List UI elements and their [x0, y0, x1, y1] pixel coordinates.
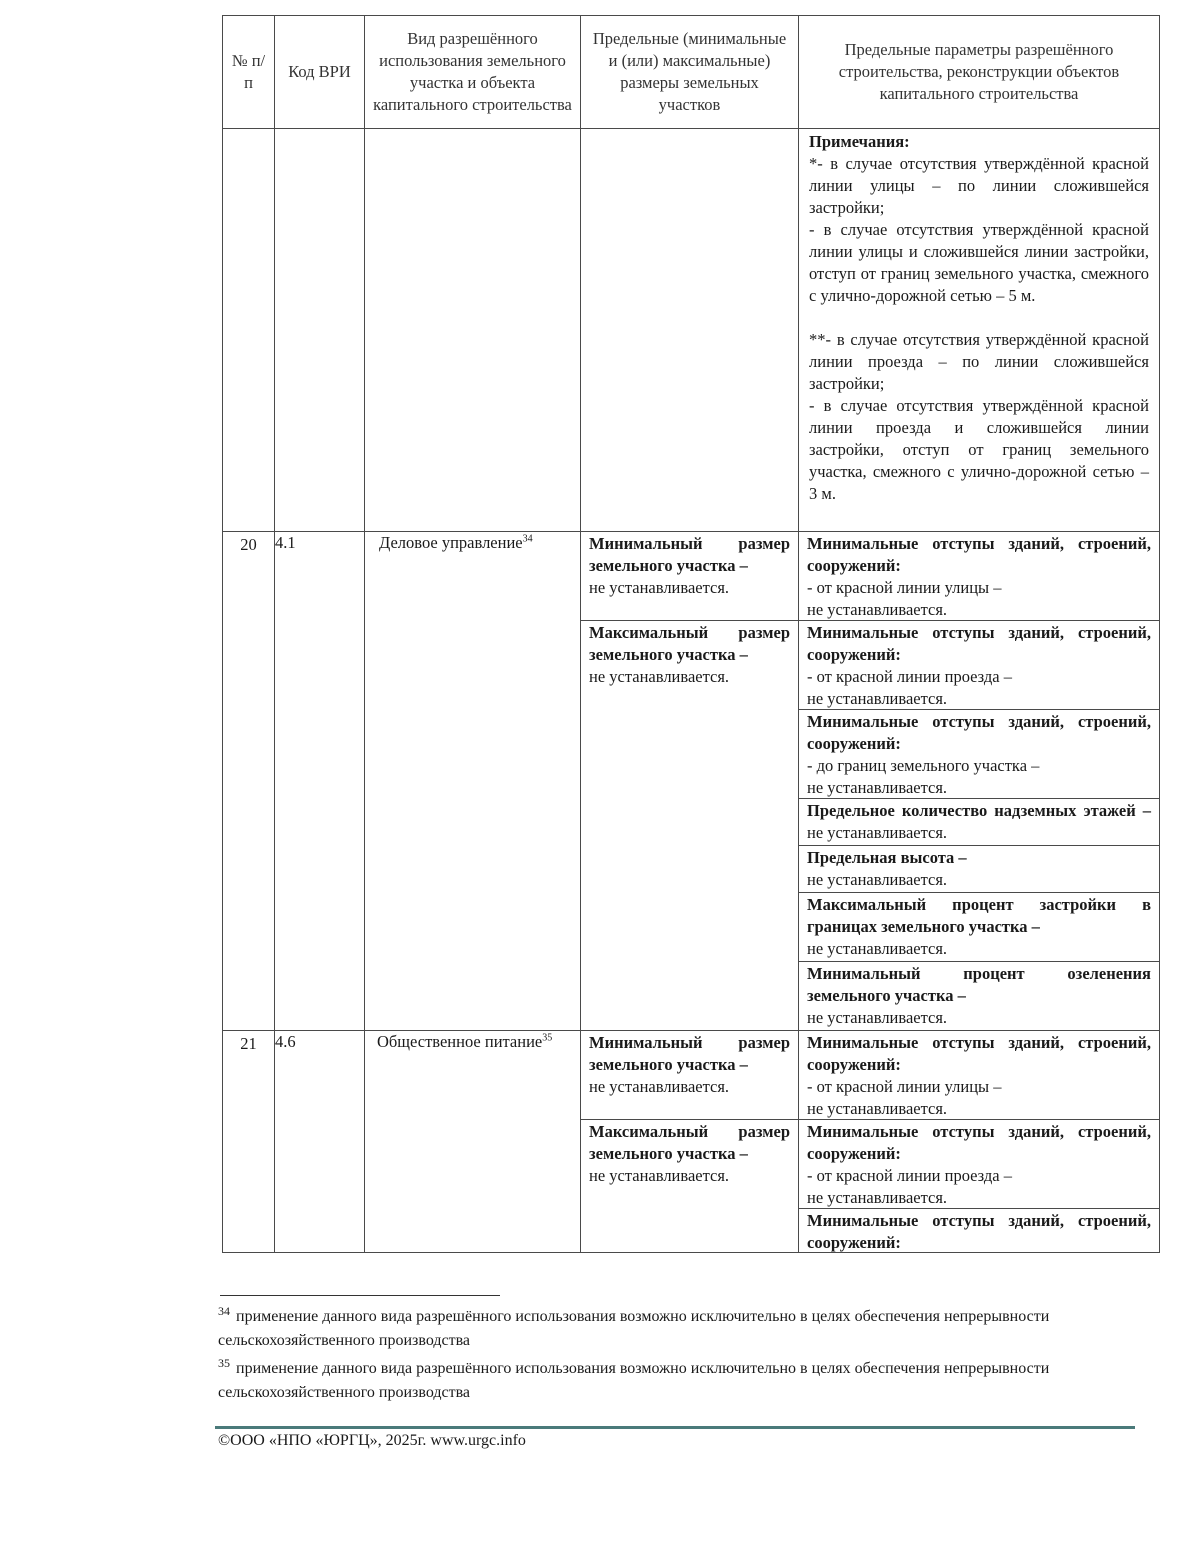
param-build-percent: Максимальный процент застройки в границах земельного участка – не устанавливается.	[799, 893, 1159, 962]
footer-rule	[215, 1426, 1135, 1429]
min-plot-size: Минимальный размер земельного участка – не устанавливается.	[581, 1031, 798, 1120]
note-4: - в случае отсутствия утверждённой красной линии проезда и сложившейся линии застройки, отступ от границ земельного участка, смежного с улично-дорожной сетью – 3 м.	[809, 396, 1149, 503]
max-plot-size: Максимальный размер земельного участка – не устанавливается.	[589, 623, 790, 686]
footnote-ref: 34	[522, 533, 533, 545]
notes-title: Примечания:	[809, 132, 910, 151]
row-code: 4.6	[275, 1031, 365, 1253]
note-2: - в случае отсутствия утверждённой красной линии улицы и сложившейся линии застройки, отступ от границ земельного участка, смежного с улично-дорожной сетью – 5 м.	[809, 220, 1149, 305]
table-row-20	[223, 532, 1160, 1031]
header-code: Код ВРИ	[275, 16, 365, 129]
note-3: **- в случае отсутствия утверждённой красной линии проезда – по линии сложившейся застройки;	[809, 330, 1149, 393]
note-1: *- в случае отсутствия утверждённой красной линии улицы – по линии сложившейся застройки;	[809, 154, 1149, 217]
header-use-type: Вид разрешённого использования земельного участка и объекта капитального строительства	[365, 16, 581, 129]
table-row-notes	[223, 129, 1160, 532]
plot-sizes-cell	[581, 1031, 799, 1253]
construction-params-cell	[799, 532, 1160, 1031]
min-plot-size: Минимальный размер земельного участка – не устанавливается.	[581, 532, 798, 621]
param-setback-street: Минимальные отступы зданий, строений, сооружений: - от красной линии улицы – не устанавливается.	[799, 1031, 1159, 1120]
param-height: Предельная высота – не устанавливается.	[799, 846, 1159, 893]
row-code: 4.1	[275, 532, 365, 1031]
use-name-text: Общественное питание	[377, 1032, 543, 1051]
notes-cell	[799, 129, 1160, 532]
construction-params-cell	[799, 1031, 1160, 1253]
param-setback-boundary: Минимальные отступы зданий, строений, сооружений: - до границ земельного участка – не устанавливается.	[799, 710, 1159, 799]
footnotes	[218, 1305, 1118, 1409]
row-number: 21	[223, 1031, 275, 1253]
footer-copyright: ©ООО «НПО «ЮРГЦ», 2025г. www.urgc.info	[218, 1432, 526, 1449]
footnote-separator	[220, 1295, 500, 1296]
footnote-34: $^{34}$ применение данного вида разрешённого использования возможно исключительно в целях обеспечения непрерывности сельскохозяйственного производства	[218, 1303, 1050, 1349]
max-plot-size: Максимальный размер земельного участка – не устанавливается.	[589, 1122, 790, 1185]
param-floors: Предельное количество надземных этажей – не устанавливается.	[799, 799, 1159, 846]
header-plot-sizes: Предельные (минимальные и (или) максимальные) размеры земельных участков	[581, 16, 799, 129]
table-row-21	[223, 1031, 1160, 1253]
use-name-text: Деловое управление	[379, 533, 523, 552]
param-green-percent: Минимальный процент озеленения земельного участка – не устанавливается.	[807, 964, 1151, 1027]
footnote-ref: 35	[542, 1032, 553, 1044]
footnote-35: $^{35}$ применение данного вида разрешённого использования возможно исключительно в целях обеспечения непрерывности сельскохозяйственного производства	[218, 1355, 1050, 1401]
table-header-row	[223, 16, 1160, 129]
header-construction-params: Предельные параметры разрешённого строительства, реконструкции объектов капитального строительства	[799, 16, 1160, 129]
param-setback-passage: Минимальные отступы зданий, строений, сооружений: - от красной линии проезда – не устанавливается.	[799, 621, 1159, 710]
row-use-name	[365, 1031, 581, 1253]
param-setback-passage: Минимальные отступы зданий, строений, сооружений: - от красной линии проезда – не устанавливается.	[799, 1120, 1159, 1209]
param-setback-street: Минимальные отступы зданий, строений, сооружений: - от красной линии улицы – не устанавливается.	[799, 532, 1159, 621]
plot-sizes-cell	[581, 532, 799, 1031]
row-use-name	[365, 532, 581, 1031]
header-number: № п/п	[223, 16, 275, 129]
param-setback-boundary: Минимальные отступы зданий, строений, сооружений:	[807, 1211, 1151, 1252]
regulations-table	[222, 15, 1160, 1253]
row-number: 20	[223, 532, 275, 1031]
